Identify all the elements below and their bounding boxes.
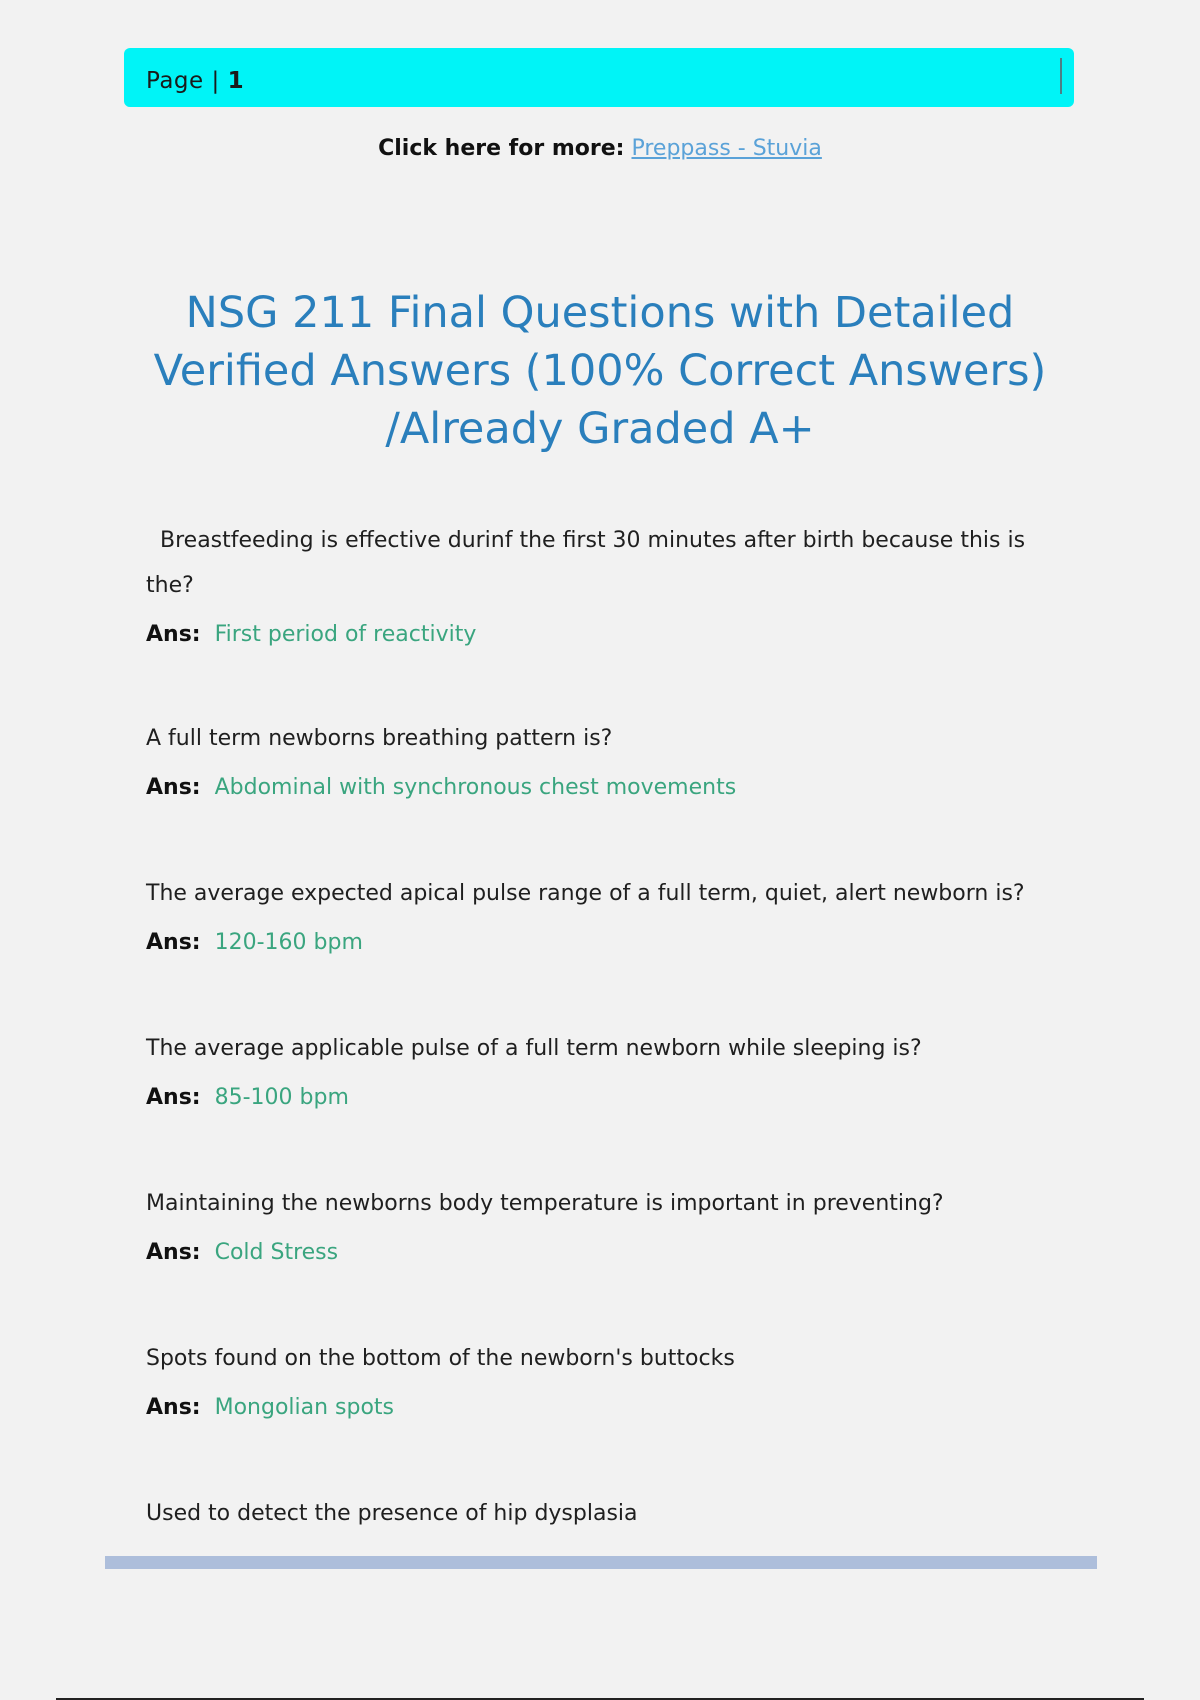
answer-text: Abdominal with synchronous chest movements: [214, 775, 737, 800]
question-text: Spots found on the bottom of the newborn's buttocks: [146, 1346, 735, 1371]
question-text: A full term newborns breathing pattern is?: [146, 726, 613, 751]
answer-line: [146, 1085, 1066, 1110]
question-text: Maintaining the newborns body temperature is important in preventing?: [146, 1191, 944, 1216]
qa-item: [146, 1336, 1066, 1420]
qa-item: [146, 1491, 1066, 1536]
promo-label: Click here for more:: [378, 136, 625, 161]
answer-text: First period of reactivity: [214, 622, 477, 647]
qa-item: [146, 716, 1066, 800]
answer-line: [146, 1240, 1066, 1265]
question-text: Used to detect the presence of hip dysplasia: [146, 1501, 638, 1526]
answer-label: Ans:: [146, 1085, 201, 1110]
answer-text: Cold Stress: [214, 1240, 339, 1265]
question-text: The average expected apical pulse range of a full term, quiet, alert newborn is?: [146, 881, 1025, 906]
answer-line: [146, 622, 1066, 647]
question-text: Breastfeeding is effective durinf the first 30 minutes after birth because this is the?: [146, 528, 1026, 598]
answer-line: [146, 1395, 1066, 1420]
promo-line: [0, 136, 1200, 161]
answer-label: Ans:: [146, 930, 201, 955]
footer-bar: [105, 1556, 1097, 1569]
answer-text: 85-100 bpm: [214, 1085, 349, 1110]
page-separator: |: [211, 68, 220, 94]
page-number: 1: [227, 68, 245, 94]
answer-line: [146, 775, 1066, 800]
qa-item: [146, 1181, 1066, 1265]
answer-label: Ans:: [146, 775, 201, 800]
document-title: NSG 211 Final Questions with Detailed Verified Answers (100% Correct Answers) /Already Graded A+: [153, 288, 1047, 454]
answer-label: Ans:: [146, 1395, 201, 1420]
qa-item: [146, 1026, 1066, 1110]
answer-text: 120-160 bpm: [214, 930, 363, 955]
question-text: The average applicable pulse of a full term newborn while sleeping is?: [146, 1036, 922, 1061]
answer-line: [146, 930, 1066, 955]
qa-item: [146, 871, 1066, 955]
answer-label: Ans:: [146, 622, 201, 647]
page-header: [124, 48, 1074, 107]
page-number-label: [146, 68, 244, 94]
qa-item: [146, 518, 1066, 647]
answer-label: Ans:: [146, 1240, 201, 1265]
page-label: Page: [146, 68, 204, 94]
promo-link[interactable]: Preppass - Stuvia: [631, 136, 822, 161]
header-divider: [1060, 58, 1062, 94]
answer-text: Mongolian spots: [214, 1395, 395, 1420]
